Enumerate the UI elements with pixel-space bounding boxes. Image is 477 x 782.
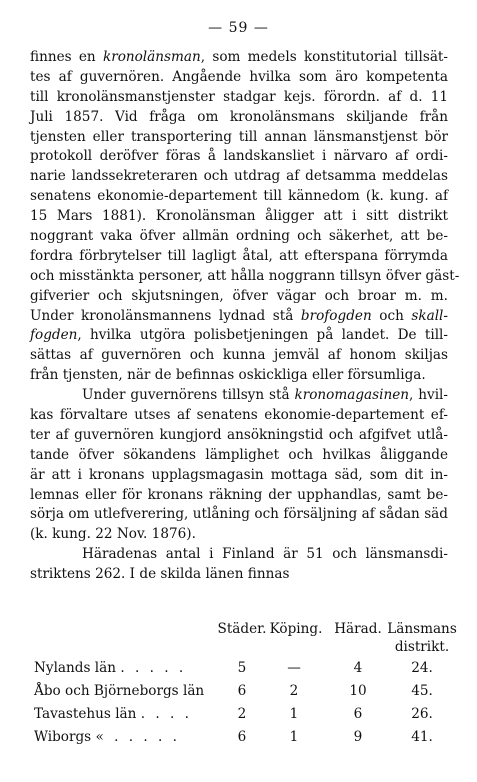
table-row — [34, 706, 449, 729]
cell-harad: 9 — [353, 729, 363, 745]
row-dots: « . . . . . — [95, 729, 180, 745]
text-line: Under guvernörens tillsyn stå kronomagasinen, hvil- — [82, 387, 448, 404]
row-name: Åbo och Björneborgs län — [34, 683, 205, 699]
text-line: noggrant vaka öfver allmän ordning och säkerhet, att be- — [30, 228, 448, 245]
text-line: striktens 262. I de skilda länen finnas — [30, 566, 290, 583]
text-line: Under kronolänsmannens lydnad stå brofogden och skall- — [30, 307, 448, 324]
cell-koping: 1 — [289, 729, 299, 745]
text-line: kas förvaltare utses af senatens ekonomie-departement ef- — [30, 407, 448, 424]
text-line: protokoll deröfver föras å landskansliet i närvaro af ordi- — [30, 148, 448, 165]
cell-koping: 2 — [289, 683, 299, 699]
cell-lansmans: 24. — [411, 660, 433, 676]
cell-stader: 5 — [237, 660, 247, 676]
text-line: Häradenas antal i Finland är 51 och länsmansdi- — [82, 546, 448, 563]
text-line: lemnas eller för kronans räkning der upphandlas, samt be- — [30, 486, 448, 503]
table-row — [34, 660, 449, 683]
row-name: Tavastehus län . . . . — [34, 706, 192, 722]
text-line: sättas af guvernören och kunna jemväl af honom skiljas — [30, 347, 448, 364]
text-line: fordra förbrytelser till lagligt åtal, att efterspana förrymda — [30, 247, 448, 264]
text-line: finnes en kronolänsman, som medels konstitutorial tillsät- — [30, 49, 448, 65]
text-line: är att i kronans upplagsmagasin mottaga säd, som dit in- — [30, 466, 448, 483]
table-body — [34, 660, 449, 752]
text-line: och misstänkta personer, att hålla noggrann tillsyn öfver gäst- — [30, 267, 460, 284]
header-harad: Härad. — [334, 621, 382, 637]
body-text — [30, 48, 460, 585]
text-line: tjensten eller transportering till annan länsmanstjenst bör — [30, 128, 448, 145]
row-dots: . . . . . — [120, 660, 187, 676]
cell-koping: 1 — [289, 706, 299, 722]
row-dots: . . . . — [140, 706, 192, 722]
cell-harad: 10 — [349, 683, 367, 699]
header-koping: Köping. — [269, 621, 323, 637]
text-line: tande öfver sökandens lämplighet och hvilkas åliggande — [30, 446, 448, 463]
text-line: senatens ekonomie-departement till kännedom (k. kung. af — [30, 188, 448, 205]
header-stader: Städer. — [217, 621, 267, 637]
text-line: tes af guvernören. Angående hvilka som äro kompetenta — [30, 68, 448, 85]
cell-stader: 6 — [237, 683, 247, 699]
text-line: ter af guvernören kungjord ansökningstid och afgifvet utlå- — [30, 426, 448, 443]
cell-lansmans: 45. — [411, 683, 433, 699]
text-line: sörja om utlefverering, utlåning och försäljning af sådan säd — [30, 506, 448, 523]
table-row — [34, 729, 449, 752]
row-name: Wiborgs « . . . . . — [34, 729, 180, 745]
row-name: Nylands län . . . . . — [34, 660, 187, 676]
text-line: (k. kung. 22 Nov. 1876). — [30, 526, 196, 543]
cell-harad: 4 — [353, 660, 363, 676]
page-number: — 59 — — [208, 20, 269, 36]
cell-harad: 6 — [353, 706, 363, 722]
table-row — [34, 683, 449, 706]
text-line: från tjensten, när de befinnas oskickliga eller försumliga. — [30, 367, 426, 384]
text-line: fogden, hvilka utgöra polisbetjeningen på landet. De till- — [30, 327, 448, 344]
text-line: Juli 1857. Vid fråga om kronolänsmans skiljande från — [30, 108, 448, 125]
text-line: narie landssekreteraren och utdrag af detsamma meddelas — [30, 168, 448, 185]
cell-koping: — — [287, 660, 301, 676]
table-header — [34, 620, 457, 660]
text-line: gifverier och skjutsningen, öfver vägar och broar m. m. — [30, 287, 448, 304]
header-lansmans: Länsmans distrikt. — [387, 621, 457, 655]
district-table — [34, 620, 457, 752]
cell-lansmans: 41. — [411, 729, 433, 745]
text-line: 15 Mars 1881). Kronolänsman åligger att i sitt distrikt — [30, 208, 448, 225]
text-line: till kronolänsmanstjenster stadgar kejs. förordn. af d. 11 — [30, 88, 448, 105]
cell-stader: 2 — [237, 706, 247, 722]
cell-stader: 6 — [237, 729, 247, 745]
cell-lansmans: 26. — [411, 706, 433, 722]
